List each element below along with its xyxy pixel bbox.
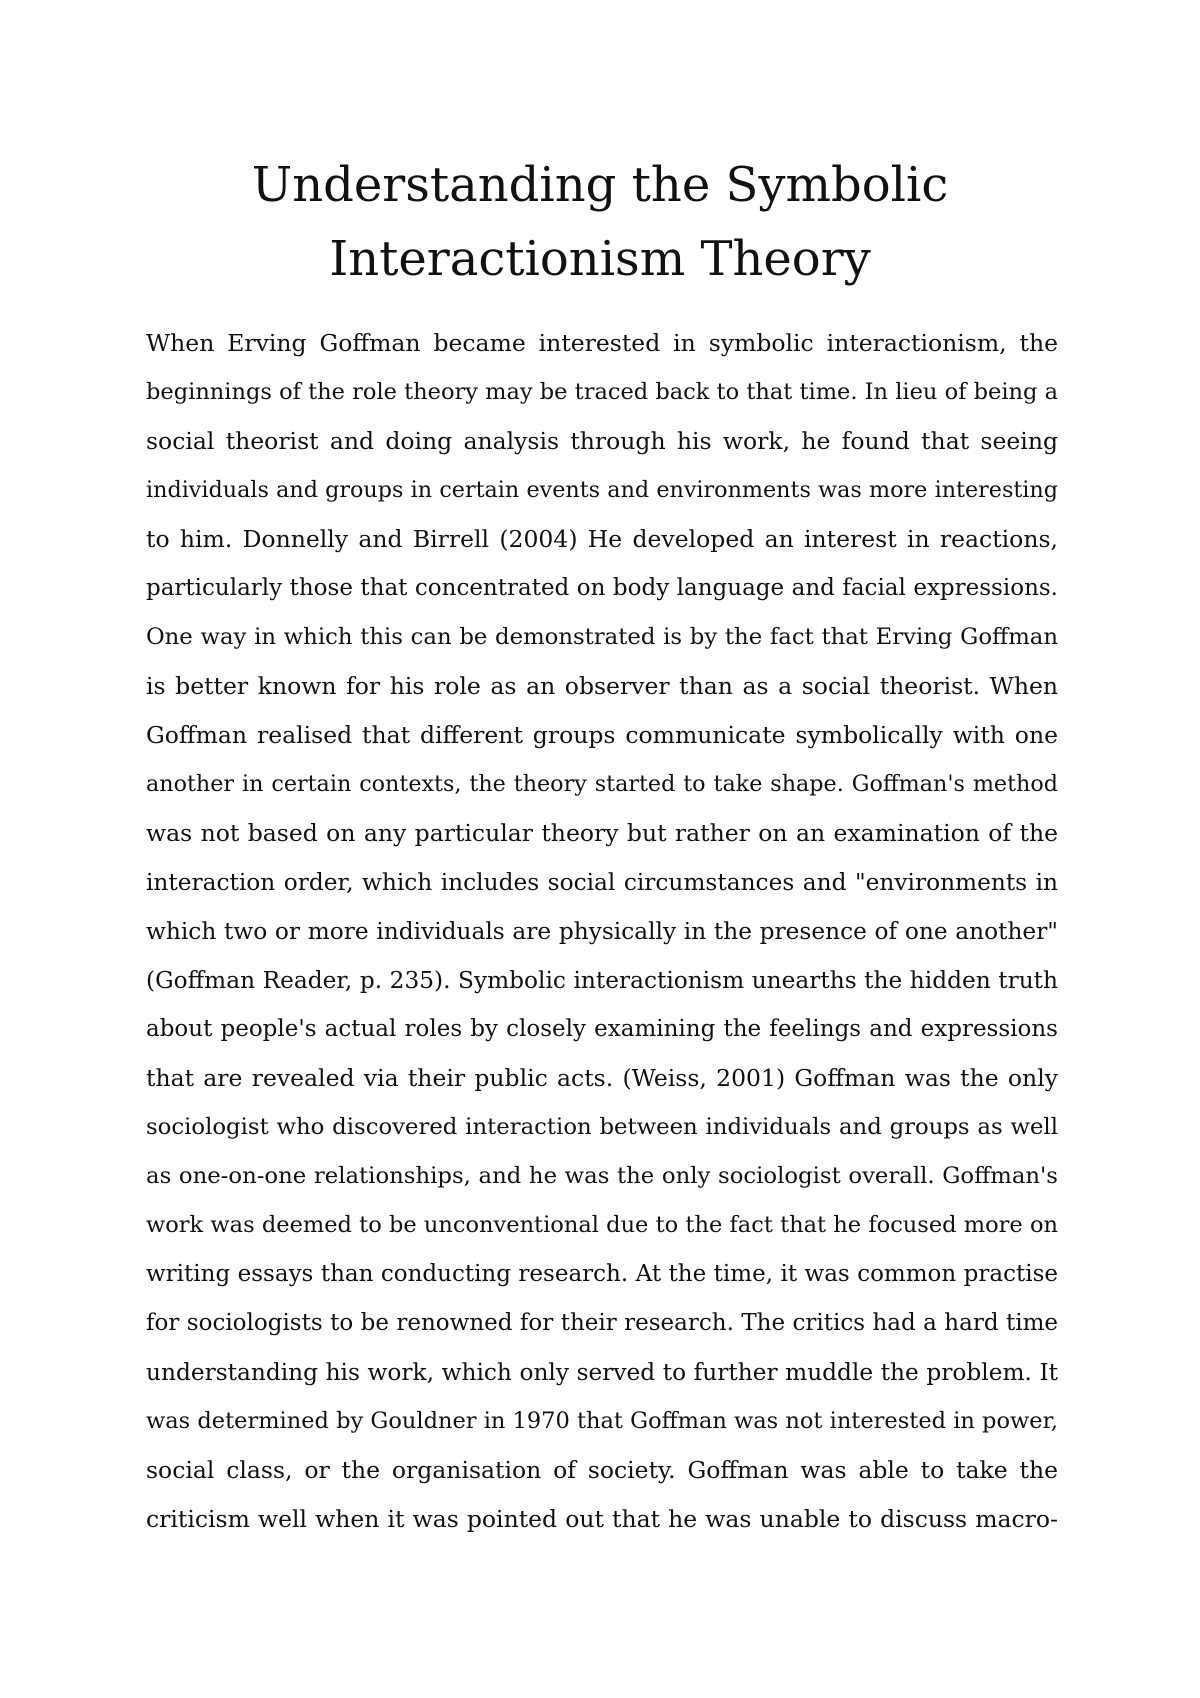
body-line: criticism well when it was pointed out that he was unable to discuss macro- <box>146 1505 1058 1533</box>
body-line: about people's actual roles by closely examining the feelings and expressions <box>146 1016 1058 1042</box>
body-line: One way in which this can be demonstrated is by the fact that Erving Goffman <box>146 624 1058 650</box>
body-line: When Erving Goffman became interested in symbolic interactionism, the <box>146 329 1058 357</box>
body-line: to him. Donnelly and Birrell (2004) He developed an interest in reactions, <box>146 525 1058 553</box>
body-line: social theorist and doing analysis through his work, he found that seeing <box>146 427 1058 455</box>
title-line-1: Understanding the Symbolic <box>251 157 949 213</box>
body-line: for sociologists to be renowned for their research. The critics had a hard time <box>146 1310 1058 1336</box>
body-line: understanding his work, which only served to further muddle the problem. It <box>146 1359 1058 1386</box>
body-line: writing essays than conducting research. At the time, it was common practise <box>146 1261 1058 1287</box>
title-line-2: Interactionism Theory <box>329 231 871 287</box>
body-line: beginnings of the role theory may be traced back to that time. In lieu of being a <box>146 379 1058 405</box>
body-line: was not based on any particular theory but rather on an examination of the <box>146 819 1058 847</box>
body-line: sociologist who discovered interaction between individuals and groups as well <box>146 1114 1058 1140</box>
body-line: as one-on-one relationships, and he was the only sociologist overall. Goffman's <box>146 1163 1058 1189</box>
body-line: which two or more individuals are physically in the presence of one another" <box>146 918 1058 945</box>
body-line: particularly those that concentrated on body language and facial expressions. <box>146 575 1058 601</box>
document-title <box>100 148 1100 296</box>
body-line: was determined by Gouldner in 1970 that Goffman was not interested in power, <box>146 1408 1058 1434</box>
body-line: another in certain contexts, the theory started to take shape. Goffman's method <box>146 771 1058 797</box>
body-line: that are revealed via their public acts. (Weiss, 2001) Goffman was the only <box>146 1064 1058 1092</box>
body-line: interaction order, which includes social circumstances and "environments in <box>146 869 1058 896</box>
body-line: work was deemed to be unconventional due to the fact that he focused more on <box>146 1212 1058 1238</box>
body-line: (Goffman Reader, p. 235). Symbolic interactionism unearths the hidden truth <box>146 967 1058 994</box>
body-line: Goffman realised that different groups communicate symbolically with one <box>146 721 1058 749</box>
body-line: social class, or the organisation of society. Goffman was able to take the <box>146 1456 1058 1484</box>
body-line: is better known for his role as an observer than as a social theorist. When <box>146 672 1058 700</box>
body-line: individuals and groups in certain events and environments was more interesting <box>146 477 1058 503</box>
